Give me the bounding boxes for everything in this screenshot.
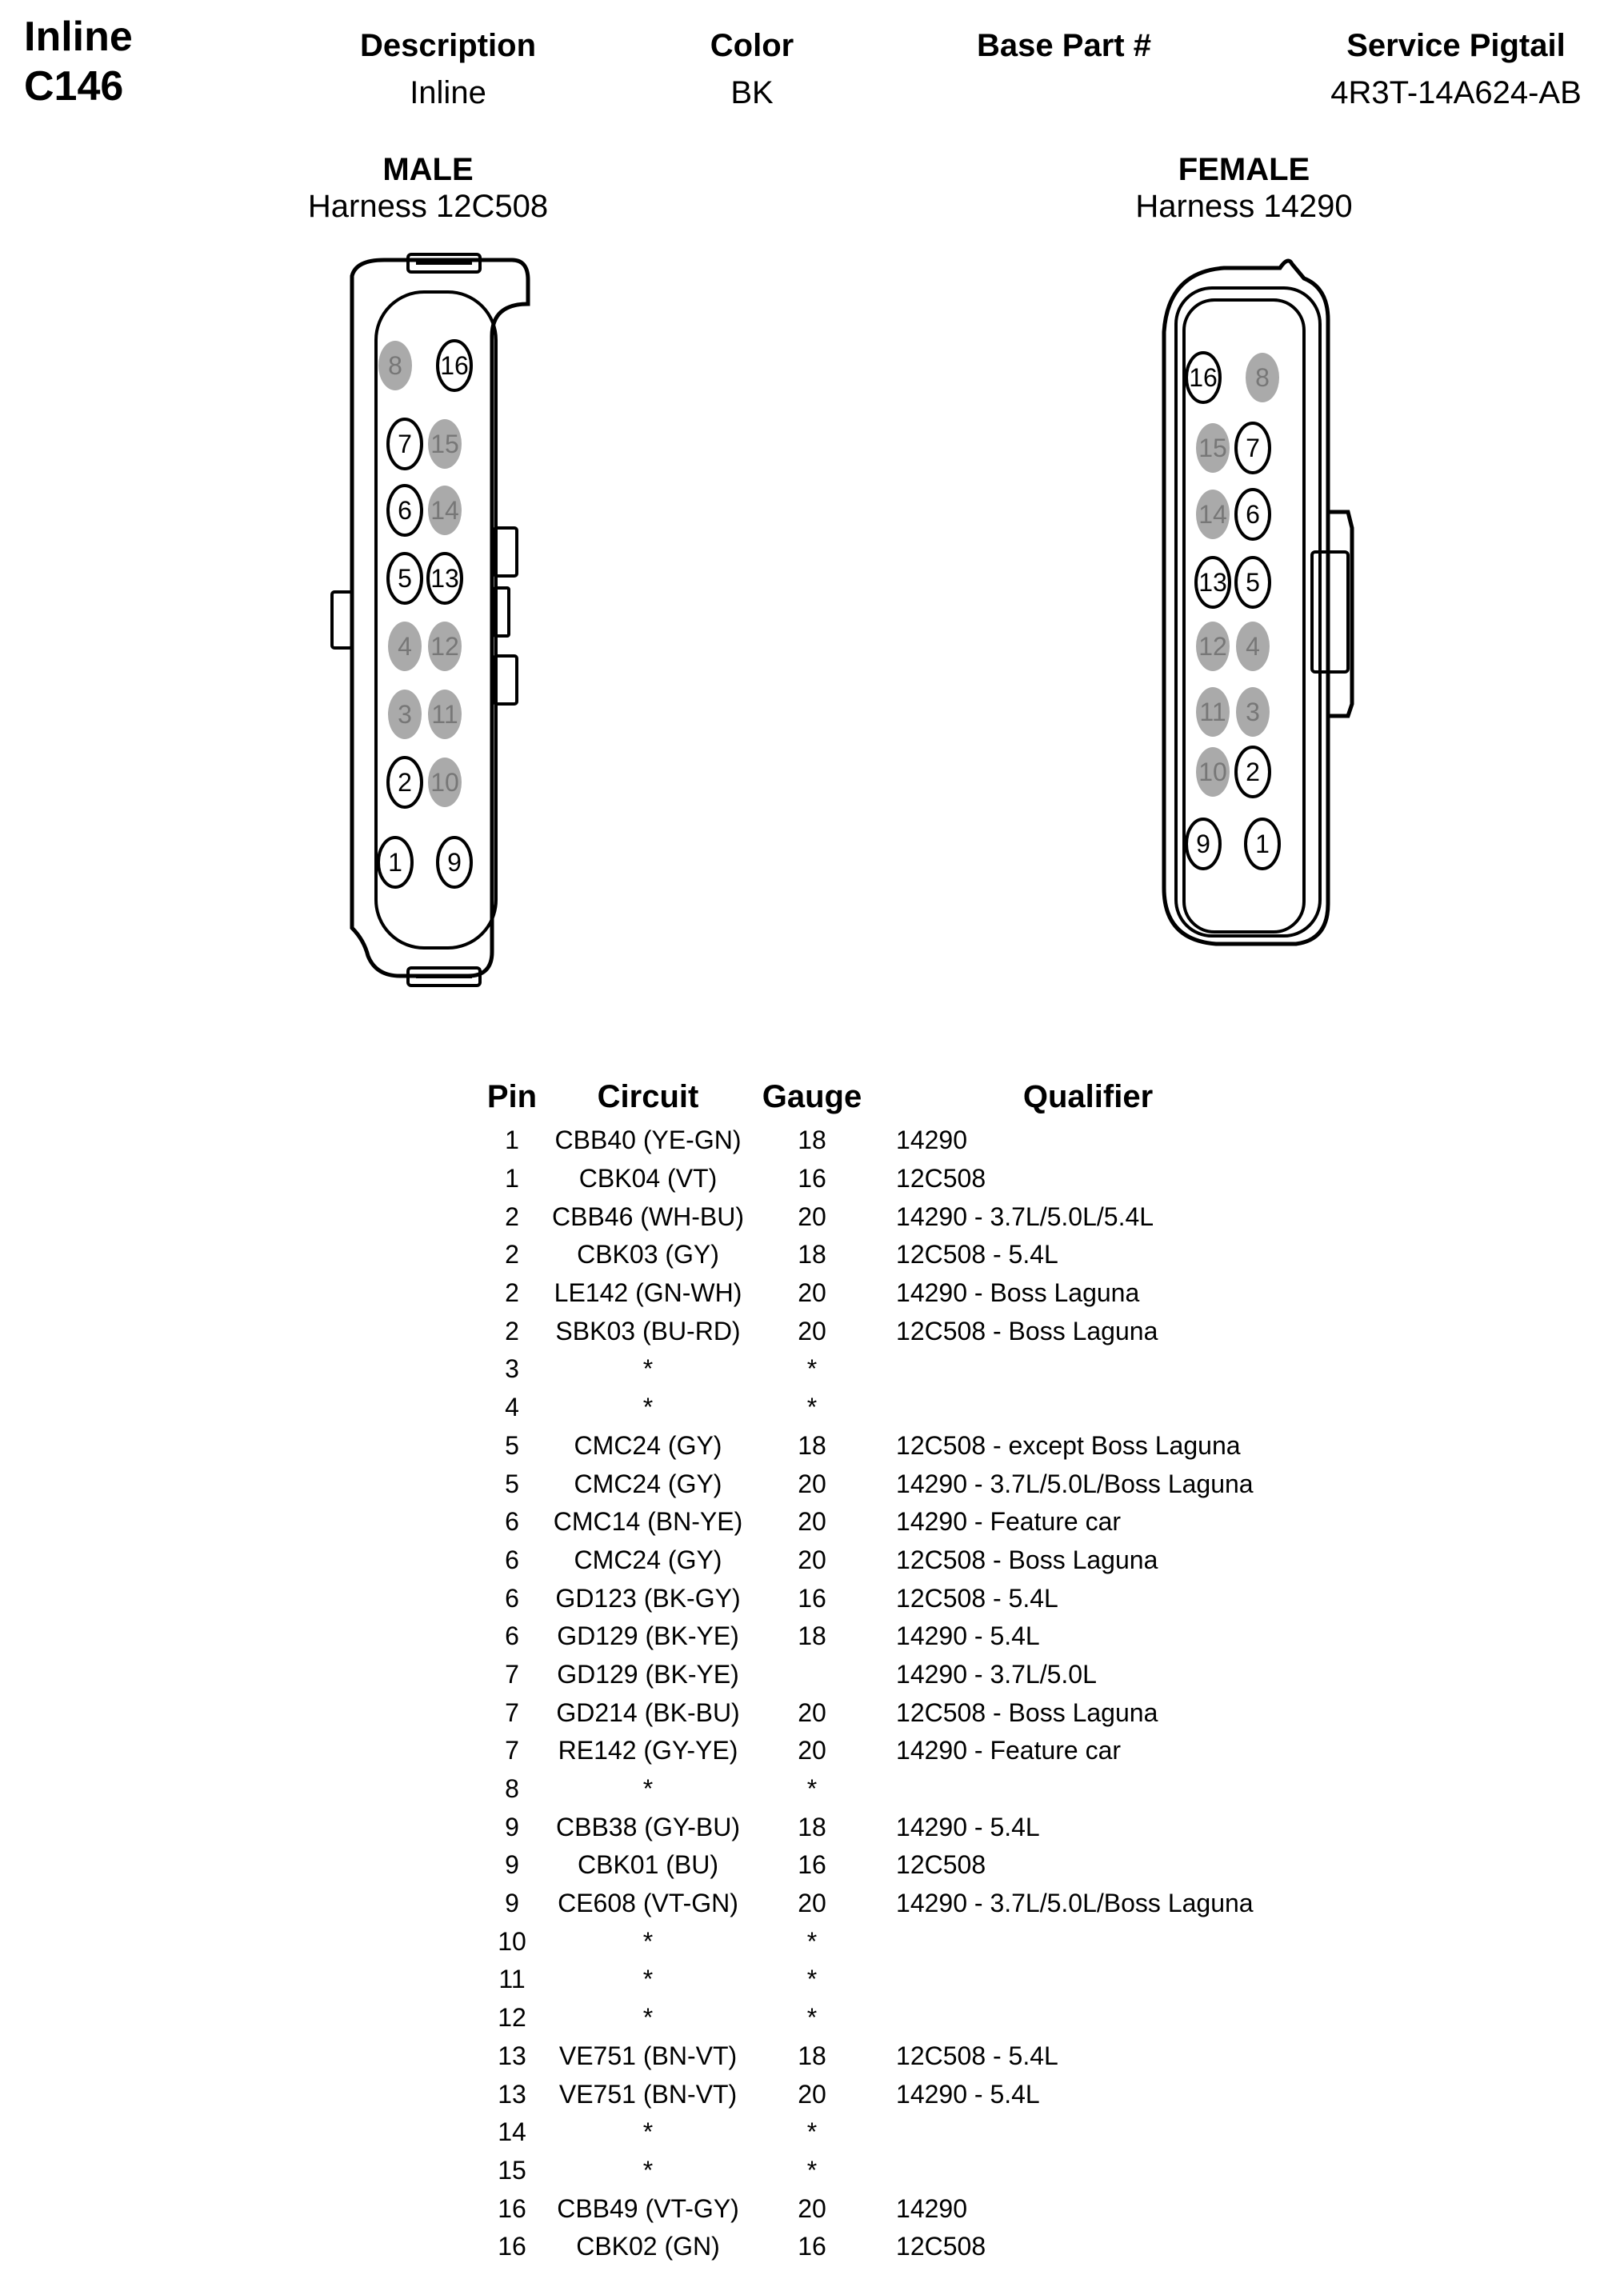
pin-cell: 6 xyxy=(505,1545,519,1574)
male-right-key-top xyxy=(494,528,517,576)
gauge-cell: 16 xyxy=(798,1850,826,1880)
table-row xyxy=(472,1503,1296,1541)
table-row xyxy=(472,1922,1296,1961)
qualifier-cell: 12C508 - Boss Laguna xyxy=(896,1316,1158,1345)
circuit-cell: CBK01 (BU) xyxy=(577,1850,719,1880)
table-row xyxy=(472,1961,1296,1999)
circuit-cell: CBK04 (VT) xyxy=(578,1164,718,1193)
table-row xyxy=(472,1389,1296,1427)
circuit-cell: CBB38 (GY-BU) xyxy=(556,1812,740,1841)
male-pin-label-5: 5 xyxy=(398,564,412,593)
qualifier-cell: 14290 - 3.7L/5.0L/Boss Laguna xyxy=(896,1889,1254,1918)
gauge-cell: 20 xyxy=(798,1545,826,1574)
circuit-cell: CBB40 (YE-GN) xyxy=(554,1126,742,1155)
table-row xyxy=(472,2037,1296,2076)
pin-cell: 2 xyxy=(505,1278,519,1308)
male-pin-label-2: 2 xyxy=(398,768,412,797)
qualifier-cell: 14290 xyxy=(896,1126,967,1155)
qualifier-cell: 14290 - 5.4L xyxy=(896,1812,1040,1841)
female-pin-label-10: 10 xyxy=(1198,758,1227,786)
female-connector-diagram xyxy=(1136,240,1392,992)
pin-cell: 16 xyxy=(498,2232,526,2261)
female-pin-label-8: 8 xyxy=(1255,363,1270,392)
female-view-harness: Harness 14290 xyxy=(1135,189,1353,224)
qualifier-cell: 12C508 xyxy=(896,2232,986,2261)
male-pin-label-10: 10 xyxy=(430,768,459,797)
table-row xyxy=(472,1541,1296,1580)
pin-cell: 9 xyxy=(505,1850,519,1880)
gauge-cell: 20 xyxy=(798,1469,826,1498)
circuit-cell: * xyxy=(642,1774,654,1804)
table-row xyxy=(472,1999,1296,2037)
pin-cell: 7 xyxy=(505,1736,519,1765)
pin-table xyxy=(472,1072,1296,2266)
gauge-cell: 16 xyxy=(798,1583,826,1613)
description-label: Description xyxy=(359,28,537,63)
male-pin-label-9: 9 xyxy=(447,848,462,877)
male-pin-label-14: 14 xyxy=(430,496,459,525)
connector-id: C146 xyxy=(24,63,124,110)
circuit-cell: VE751 (BN-VT) xyxy=(558,2079,738,2109)
table-row xyxy=(472,1312,1296,1350)
circuit-cell: CMC14 (BN-YE) xyxy=(553,1507,743,1537)
female-pin-label-2: 2 xyxy=(1246,758,1260,786)
table-row xyxy=(472,1427,1296,1465)
qualifier-cell: 12C508 - except Boss Laguna xyxy=(896,1430,1241,1460)
circuit-cell: CBB49 (VT-GY) xyxy=(557,2193,739,2223)
pin-cell: 7 xyxy=(505,1659,519,1689)
gauge-cell: 18 xyxy=(798,1126,826,1155)
qualifier-cell: 14290 xyxy=(896,2193,967,2223)
gauge-cell: 20 xyxy=(798,1278,826,1308)
gauge-cell: 18 xyxy=(798,1812,826,1841)
pin-cell: 2 xyxy=(505,1201,519,1231)
qualifier-cell: 12C508 - 5.4L xyxy=(896,1240,1058,1269)
base-part-label: Base Part # xyxy=(977,28,1151,63)
table-row xyxy=(472,2075,1296,2113)
pin-cell: 16 xyxy=(498,2193,526,2223)
color-value: BK xyxy=(730,75,774,110)
qualifier-cell: 14290 - 3.7L/5.0L/Boss Laguna xyxy=(896,1469,1254,1498)
female-pin-label-13: 13 xyxy=(1198,568,1227,597)
qualifier-cell: 14290 - Feature car xyxy=(896,1507,1122,1537)
male-connector-diagram xyxy=(304,240,560,992)
table-row xyxy=(472,1846,1296,1885)
female-pin-label-15: 15 xyxy=(1198,434,1227,462)
gauge-header: Gauge xyxy=(762,1078,862,1114)
circuit-cell: CBK03 (GY) xyxy=(577,1240,719,1269)
qualifier-cell xyxy=(880,1389,1296,1427)
circuit-cell: RE142 (GY-YE) xyxy=(558,1736,738,1765)
table-row xyxy=(472,1350,1296,1389)
male-right-key-bottom xyxy=(494,656,517,704)
female-pins xyxy=(1186,353,1279,869)
female-pin-label-14: 14 xyxy=(1198,500,1227,529)
qualifier-cell: 12C508 - 5.4L xyxy=(896,2041,1058,2070)
pin-cell: 4 xyxy=(505,1393,519,1422)
male-pin-label-4: 4 xyxy=(398,632,412,661)
pin-cell: 6 xyxy=(505,1507,519,1537)
gauge-cell: * xyxy=(806,2117,818,2147)
gauge-cell: * xyxy=(806,2003,818,2033)
pin-cell: 2 xyxy=(505,1240,519,1269)
female-pin-label-7: 7 xyxy=(1246,434,1260,462)
qualifier-cell: 14290 - 5.4L xyxy=(896,2079,1040,2109)
qualifier-cell xyxy=(880,1350,1296,1389)
circuit-cell: * xyxy=(642,1354,654,1384)
male-pin-label-16: 16 xyxy=(440,351,469,380)
gauge-cell: 18 xyxy=(798,1621,826,1651)
table-row xyxy=(472,1732,1296,1770)
service-pigtail-label: Service Pigtail xyxy=(1346,28,1566,63)
male-view-harness: Harness 12C508 xyxy=(307,189,549,224)
pin-cell: 2 xyxy=(505,1316,519,1345)
circuit-cell: GD129 (BK-YE) xyxy=(557,1621,739,1651)
circuit-cell: CMC24 (GY) xyxy=(574,1469,722,1498)
pin-cell: 14 xyxy=(498,2117,526,2147)
table-row xyxy=(472,2152,1296,2190)
pin-cell: 12 xyxy=(498,2003,526,2033)
pin-cell: 5 xyxy=(505,1430,519,1460)
pin-cell: 15 xyxy=(498,2155,526,2185)
connector-location: Inline xyxy=(24,14,133,60)
male-pin-label-8: 8 xyxy=(388,351,402,380)
qualifier-cell xyxy=(880,1922,1296,1961)
pin-header: Pin xyxy=(486,1078,538,1114)
pin-cell: 8 xyxy=(505,1774,519,1804)
female-pin-label-16: 16 xyxy=(1189,363,1218,392)
circuit-cell: * xyxy=(642,2003,654,2033)
male-pin-label-6: 6 xyxy=(398,496,412,525)
circuit-cell: * xyxy=(642,2155,654,2185)
circuit-cell: * xyxy=(642,1926,654,1956)
male-left-tab xyxy=(332,592,352,648)
table-row xyxy=(472,1656,1296,1694)
male-pin-label-1: 1 xyxy=(388,848,402,877)
female-pin-label-4: 4 xyxy=(1246,632,1260,661)
gauge-cell: * xyxy=(806,1926,818,1956)
qualifier-cell: 14290 - 3.7L/5.0L/5.4L xyxy=(896,1201,1154,1231)
female-pin-label-1: 1 xyxy=(1255,830,1270,858)
male-pin-label-13: 13 xyxy=(430,564,459,593)
gauge-cell: 20 xyxy=(798,2193,826,2223)
qualifier-cell: 12C508 - 5.4L xyxy=(896,1583,1058,1613)
pin-cell: 7 xyxy=(505,1697,519,1727)
table-row xyxy=(472,1274,1296,1313)
gauge-cell xyxy=(744,1656,880,1694)
gauge-cell: 20 xyxy=(798,2079,826,2109)
color-label: Color xyxy=(710,28,794,63)
pin-cell: 13 xyxy=(498,2079,526,2109)
qualifier-cell: 12C508 xyxy=(896,1164,986,1193)
circuit-cell: * xyxy=(642,1965,654,1994)
qualifier-cell xyxy=(880,1961,1296,1999)
pin-cell: 6 xyxy=(505,1583,519,1613)
female-pin-label-5: 5 xyxy=(1246,568,1260,597)
gauge-cell: 20 xyxy=(798,1736,826,1765)
circuit-cell: VE751 (BN-VT) xyxy=(558,2041,738,2070)
qualifier-cell: 14290 - Boss Laguna xyxy=(896,1278,1140,1308)
gauge-cell: 20 xyxy=(798,1316,826,1345)
female-pin-label-6: 6 xyxy=(1246,500,1260,529)
description-value: Inline xyxy=(410,75,486,110)
gauge-cell: 18 xyxy=(798,1240,826,1269)
female-pin-label-3: 3 xyxy=(1246,698,1260,726)
pin-cell: 10 xyxy=(498,1926,526,1956)
table-row xyxy=(472,1693,1296,1732)
table-row xyxy=(472,1236,1296,1274)
male-pin-label-7: 7 xyxy=(398,430,412,458)
circuit-cell: GD123 (BK-GY) xyxy=(555,1583,741,1613)
pin-cell: 13 xyxy=(498,2041,526,2070)
male-pin-label-12: 12 xyxy=(430,632,459,661)
circuit-cell: CMC24 (GY) xyxy=(574,1430,722,1460)
table-row xyxy=(472,1160,1296,1198)
table-row xyxy=(472,2189,1296,2228)
gauge-cell: 16 xyxy=(798,1164,826,1193)
qualifier-cell: 14290 - 5.4L xyxy=(896,1621,1040,1651)
table-row xyxy=(472,2113,1296,2152)
table-row xyxy=(472,1122,1296,1160)
male-pins xyxy=(378,341,471,887)
circuit-cell: CE608 (VT-GN) xyxy=(558,1889,738,1918)
table-row xyxy=(472,1885,1296,1923)
table-row xyxy=(472,1808,1296,1846)
female-pin-label-9: 9 xyxy=(1196,830,1210,858)
pin-cell: 9 xyxy=(505,1812,519,1841)
pin-cell: 1 xyxy=(505,1126,519,1155)
male-pin-label-11: 11 xyxy=(431,700,458,729)
gauge-cell: 20 xyxy=(798,1201,826,1231)
gauge-cell: * xyxy=(806,2155,818,2185)
qualifier-header: Qualifier xyxy=(1022,1078,1154,1114)
qualifier-cell xyxy=(880,2152,1296,2190)
pin-cell: 11 xyxy=(498,1965,526,1994)
pin-table-header xyxy=(472,1072,1296,1122)
circuit-cell: * xyxy=(642,2117,654,2147)
circuit-cell: CBB46 (WH-BU) xyxy=(552,1201,745,1231)
circuit-header: Circuit xyxy=(597,1078,699,1114)
gauge-cell: * xyxy=(806,1965,818,1994)
gauge-cell: * xyxy=(806,1354,818,1384)
table-row xyxy=(472,1197,1296,1236)
qualifier-cell: 14290 - Feature car xyxy=(896,1736,1122,1765)
table-row xyxy=(472,1465,1296,1503)
circuit-cell: SBK03 (BU-RD) xyxy=(555,1316,741,1345)
gauge-cell: 16 xyxy=(798,2232,826,2261)
table-row xyxy=(472,1770,1296,1809)
circuit-cell: CBK02 (GN) xyxy=(576,2232,720,2261)
gauge-cell: 18 xyxy=(798,2041,826,2070)
qualifier-cell: 12C508 - Boss Laguna xyxy=(896,1545,1158,1574)
male-pin-label-3: 3 xyxy=(398,700,412,729)
male-pin-label-15: 15 xyxy=(430,430,459,458)
pin-cell: 6 xyxy=(505,1621,519,1651)
qualifier-cell xyxy=(880,2113,1296,2152)
qualifier-cell xyxy=(880,1999,1296,2037)
circuit-cell: LE142 (GN-WH) xyxy=(554,1278,742,1308)
pin-cell: 5 xyxy=(505,1469,519,1498)
female-pin-label-12: 12 xyxy=(1198,632,1227,661)
gauge-cell: 18 xyxy=(798,1430,826,1460)
qualifier-cell: 12C508 xyxy=(896,1850,986,1880)
female-pin-label-11: 11 xyxy=(1199,698,1226,726)
table-row xyxy=(472,1579,1296,1617)
circuit-cell: GD129 (BK-YE) xyxy=(557,1659,739,1689)
circuit-cell: CMC24 (GY) xyxy=(574,1545,722,1574)
gauge-cell: 20 xyxy=(798,1697,826,1727)
circuit-cell: GD214 (BK-BU) xyxy=(556,1697,740,1727)
qualifier-cell xyxy=(880,1770,1296,1809)
pin-table-body xyxy=(472,1122,1296,2266)
qualifier-cell: 12C508 - Boss Laguna xyxy=(896,1697,1158,1727)
pin-cell: 3 xyxy=(505,1354,519,1384)
qualifier-cell: 14290 - 3.7L/5.0L xyxy=(896,1659,1097,1689)
gauge-cell: 20 xyxy=(798,1507,826,1537)
service-pigtail-value: 4R3T-14A624-AB xyxy=(1330,75,1582,110)
circuit-cell: * xyxy=(642,1393,654,1422)
gauge-cell: * xyxy=(806,1774,818,1804)
female-view-title: FEMALE xyxy=(1178,152,1310,187)
male-view-title: MALE xyxy=(382,152,474,187)
pin-cell: 1 xyxy=(505,1164,519,1193)
table-row xyxy=(472,1617,1296,1656)
gauge-cell: 20 xyxy=(798,1889,826,1918)
gauge-cell: * xyxy=(806,1393,818,1422)
pin-cell: 9 xyxy=(505,1889,519,1918)
table-row xyxy=(472,2228,1296,2266)
